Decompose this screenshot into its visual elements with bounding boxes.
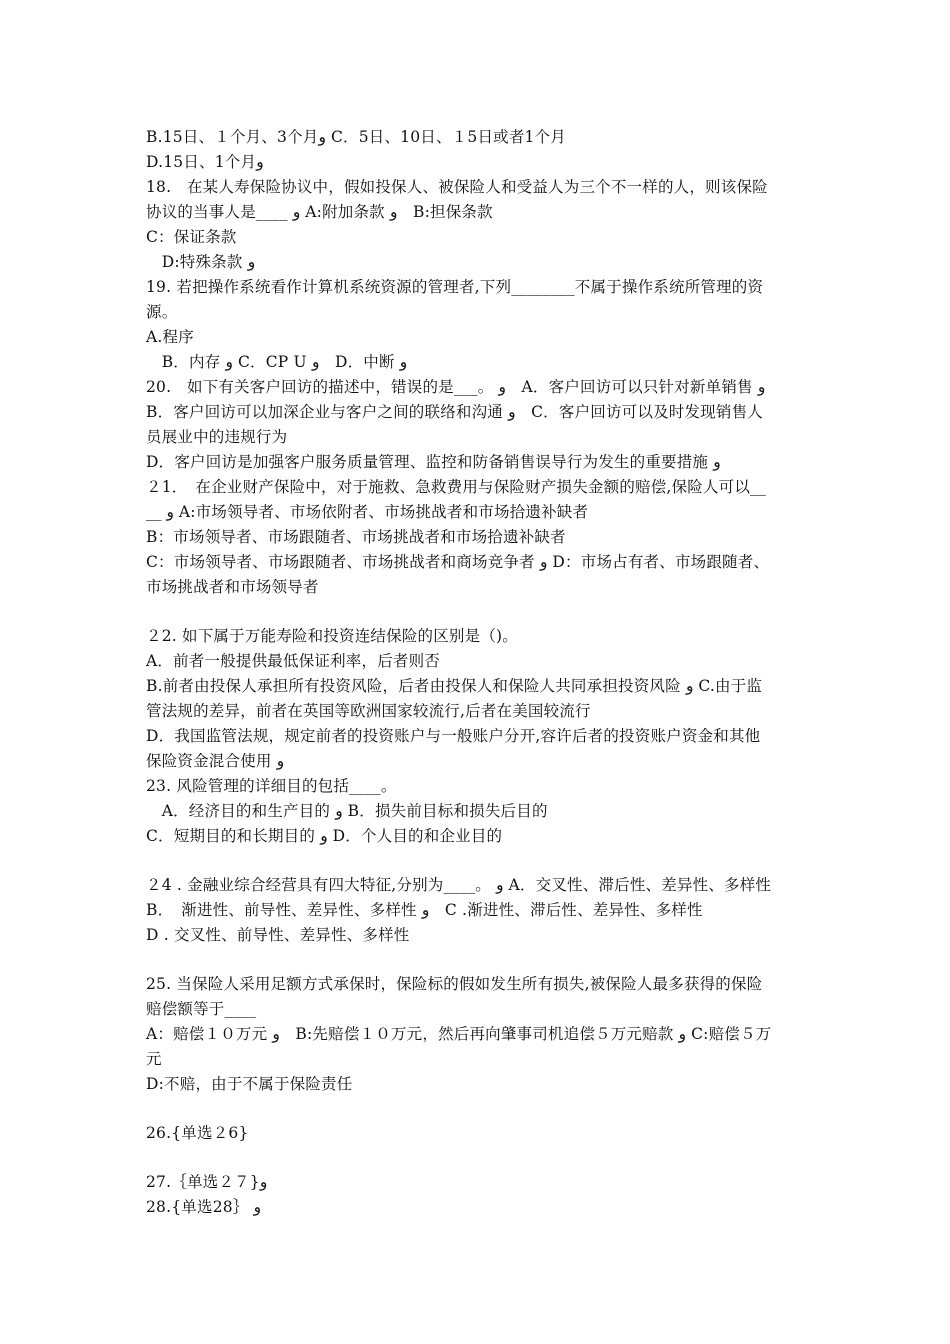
text-line: D:不赔，由于不属于保险责任 [146, 1075, 353, 1093]
text-line: 市场挑战者和市场领导者 [146, 578, 319, 596]
text-line: D．客户回访是加强客户服务质量管理、监控和防备销售误导行为发生的重要措施 و [146, 453, 721, 471]
text-line: A．经济目的和生产目的 و B．损失前目标和损失后目的 [146, 802, 548, 820]
text-line: ２4 . 金融业综合经营具有四大特征,分别为____。 و A．交叉性、滞后性、差异性、多样性 [146, 876, 772, 894]
text-line: B．客户回访可以加深企业与客户之间的联络和沟通 و C．客户回访可以及时发现销售人 [146, 403, 763, 421]
text-line: 27.｛单选２７}و [146, 1173, 268, 1191]
text-line: 28.{单选28｝ و [146, 1198, 262, 1216]
text-line: 20. 如下有关客户回访的描述中，错误的是___。 و A．客户回访可以只针对新单销售 و [146, 378, 766, 396]
text-line: B． 渐进性、前导性、差异性、多样性 و C .渐进性、滞后性、差异性、多样性 [146, 901, 703, 919]
text-line: D . 交叉性、前导性、差异性、多样性 [146, 926, 410, 944]
text-line: A.程序 [146, 328, 194, 346]
text-line: 26.{单选２6} [146, 1124, 249, 1142]
text-line: 协议的当事人是____ و A:附加条款 و B:担保条款 [146, 203, 493, 221]
text-line: A．前者一般提供最低保证利率，后者则否 [146, 652, 440, 670]
text-line: C：市场领导者、市场跟随者、市场挑战者和商场竞争者 و D：市场占有者、市场跟随者、 [146, 553, 770, 571]
text-line: A：赔偿１０万元 و B:先赔偿１０万元，然后再向肇事司机追偿５万元赔款 و C:赔偿５万 [146, 1025, 772, 1043]
text-line: B．内存 و C．CP U و D．中断 و [146, 353, 408, 371]
text-line: 源。 [146, 303, 178, 321]
text-line: B：市场领导者、市场跟随者、市场挑战者和市场拾遗补缺者 [146, 528, 566, 546]
text-line: ２2. 如下属于万能寿险和投资连结保险的区别是（)。 [146, 627, 518, 645]
text-line: B.前者由投保人承担所有投资风险，后者由投保人和保险人共同承担投资风险 و C.由于监 [146, 677, 763, 695]
text-line: ２1． 在企业财产保险中，对于施救、急救费用与保险财产损失金额的赔偿,保险人可以__ [146, 478, 766, 496]
text-line: 25. 当保险人采用足额方式承保时，保险标的假如发生所有损失,被保险人最多获得的保险 [146, 975, 763, 993]
text-line: B.15日、１个月、3个月و C．5日、10日、１5日或者1个月 [146, 128, 567, 146]
text-line: 18. 在某人寿保险协议中，假如投保人、被保险人和受益人为三个不一样的人，则该保险 [146, 178, 768, 196]
text-line: 赔偿额等于____ [146, 1000, 257, 1018]
text-line: C．短期目的和长期目的 و D．个人目的和企业目的 [146, 827, 503, 845]
text-line: D.15日、1个月و [146, 153, 264, 171]
text-line: C：保证条款 [146, 228, 237, 246]
text-line: 元 [146, 1050, 162, 1068]
text-line: 23. 风险管理的详细目的包括____。 [146, 777, 397, 795]
text-line: __ و A:市场领导者、市场依附者、市场挑战者和市场拾遗补缺者 [146, 503, 589, 521]
text-line: D．我国监管法规，规定前者的投资账户与一般账户分开,容许后者的投资账户资金和其他 [146, 727, 761, 745]
text-line: 员展业中的违规行为 [146, 428, 288, 446]
text-line: 管法规的差异，前者在英国等欧洲国家较流行,后者在美国较流行 [146, 702, 591, 720]
text-line: 19. 若把操作系统看作计算机系统资源的管理者,下列________不属于操作系统所管理的资 [146, 278, 764, 296]
text-line: 保险资金混合使用 و [146, 752, 285, 770]
text-line: D:特殊条款 و [146, 253, 256, 271]
